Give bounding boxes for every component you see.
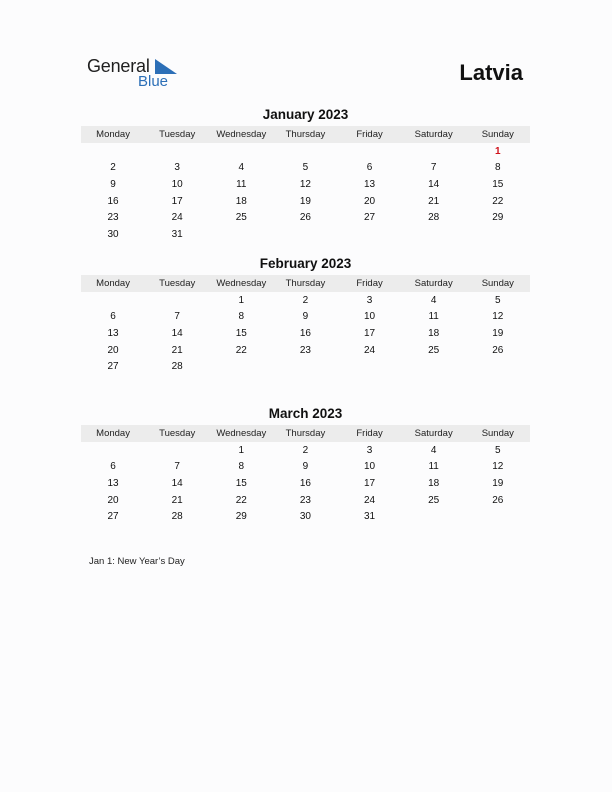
day-cell: 12: [299, 178, 311, 190]
week-row: [81, 358, 530, 375]
day-cell: 12: [492, 461, 504, 473]
day-cell: 5: [495, 444, 501, 456]
day-cell: 30: [299, 511, 311, 523]
week-row: [81, 176, 530, 193]
logo: [87, 56, 187, 92]
weekday-label: Sunday: [481, 278, 514, 289]
month-calendar-march: [81, 406, 530, 525]
holiday-note: Jan 1: New Year’s Day: [89, 556, 185, 567]
day-cell: 1: [238, 294, 245, 306]
day-cell: 14: [428, 178, 440, 190]
day-cell: 15: [235, 477, 247, 489]
week-row: [81, 143, 530, 160]
day-cell: 20: [107, 494, 119, 506]
week-row: [81, 209, 530, 226]
weekday-label: Thursday: [285, 278, 326, 289]
day-cell: 11: [428, 461, 439, 473]
day-cell: 4: [238, 162, 245, 174]
day-cell: 5: [302, 162, 309, 174]
holiday-notes: [89, 556, 185, 567]
weekday-label: Friday: [356, 129, 383, 140]
day-cell: 7: [174, 311, 180, 323]
day-cell: 22: [235, 494, 247, 506]
week-row: [81, 309, 530, 326]
day-cell: 31: [364, 511, 376, 523]
day-cell: 9: [302, 461, 309, 473]
logo-blue-text: Blue: [138, 73, 169, 90]
weekday-label: Sunday: [481, 428, 514, 439]
day-cell: 19: [299, 195, 311, 207]
day-cell: 15: [235, 327, 247, 339]
day-cell: 11: [236, 178, 247, 190]
week-row: [81, 442, 530, 459]
weekday-label: Tuesday: [159, 129, 196, 140]
day-cell: 3: [366, 444, 373, 456]
holiday-day-cell: 1: [495, 145, 501, 157]
weekday-label: Thursday: [285, 129, 326, 140]
day-cell: 8: [238, 461, 245, 473]
day-cell: 8: [495, 162, 501, 174]
week-row: [81, 508, 530, 525]
week-row: [81, 292, 530, 309]
weekday-label: Wednesday: [216, 428, 267, 439]
day-cell: 13: [107, 327, 119, 339]
day-cell: 29: [235, 511, 247, 523]
day-cell: 25: [235, 212, 247, 224]
day-cell: 4: [430, 294, 437, 306]
day-cell: 14: [171, 327, 183, 339]
day-cell: 28: [171, 511, 183, 523]
day-cell: 20: [107, 344, 119, 356]
week-row: [81, 342, 530, 359]
day-cell: 26: [492, 494, 504, 506]
day-cell: 18: [428, 327, 440, 339]
day-cell: 21: [428, 195, 440, 207]
day-cell: 17: [171, 195, 183, 207]
day-cell: 5: [495, 294, 501, 306]
day-cell: 2: [302, 294, 309, 306]
week-row: [81, 193, 530, 210]
day-cell: 10: [364, 461, 376, 473]
weekday-label: Wednesday: [216, 278, 267, 289]
day-cell: 3: [366, 294, 373, 306]
day-cell: 3: [174, 162, 180, 174]
day-cell: 11: [428, 311, 439, 323]
weekday-label: Wednesday: [216, 129, 267, 140]
weekday-header-row: [81, 275, 530, 292]
logo-general-text: General: [87, 56, 150, 76]
day-cell: 7: [174, 461, 180, 473]
weekday-header-row: [81, 425, 530, 442]
weekday-label: Saturday: [414, 278, 453, 289]
week-row: [81, 492, 530, 509]
day-cell: 24: [171, 212, 183, 224]
day-cell: 8: [238, 311, 245, 323]
day-cell: 19: [492, 477, 504, 489]
day-cell: 22: [235, 344, 247, 356]
day-cell: 14: [171, 477, 183, 489]
weekday-label: Tuesday: [159, 278, 196, 289]
month-title: March 2023: [268, 406, 343, 421]
day-cell: 26: [299, 212, 311, 224]
day-cell: 13: [107, 477, 119, 489]
day-cell: 23: [299, 344, 311, 356]
day-cell: 21: [171, 344, 183, 356]
day-cell: 23: [299, 494, 311, 506]
weekday-label: Monday: [96, 278, 130, 289]
day-cell: 10: [364, 311, 376, 323]
day-cell: 28: [428, 212, 440, 224]
weekday-label: Sunday: [481, 129, 514, 140]
day-cell: 18: [235, 195, 247, 207]
day-cell: 24: [364, 344, 376, 356]
day-cell: 15: [492, 178, 504, 190]
week-row: [81, 226, 530, 243]
month-calendar-february: [81, 256, 530, 375]
day-cell: 1: [238, 444, 245, 456]
week-row: [81, 475, 530, 492]
day-cell: 27: [107, 361, 119, 373]
day-cell: 23: [107, 212, 119, 224]
weekday-label: Tuesday: [159, 428, 196, 439]
day-cell: 25: [428, 344, 440, 356]
day-cell: 25: [428, 494, 440, 506]
weekday-label: Monday: [96, 129, 130, 140]
day-cell: 20: [364, 195, 376, 207]
day-cell: 4: [430, 444, 437, 456]
day-cell: 12: [492, 311, 504, 323]
day-cell: 6: [110, 311, 116, 323]
day-cell: 16: [107, 195, 119, 207]
country-title: Latvia: [459, 60, 523, 85]
day-cell: 18: [428, 477, 440, 489]
day-cell: 30: [107, 228, 119, 240]
day-cell: 26: [492, 344, 504, 356]
weekday-label: Saturday: [414, 129, 453, 140]
day-cell: 16: [299, 477, 311, 489]
day-cell: 2: [110, 162, 116, 174]
month-title: February 2023: [259, 256, 352, 271]
week-row: [81, 160, 530, 177]
day-cell: 27: [364, 212, 376, 224]
day-cell: 9: [302, 311, 309, 323]
day-cell: 31: [171, 228, 183, 240]
week-row: [81, 459, 530, 476]
day-cell: 10: [171, 178, 183, 190]
weekday-header-row: [81, 126, 530, 143]
weekday-label: Saturday: [414, 428, 453, 439]
day-cell: 21: [171, 494, 183, 506]
day-cell: 27: [107, 511, 119, 523]
month-title: January 2023: [262, 107, 349, 122]
day-cell: 17: [364, 327, 376, 339]
day-cell: 29: [492, 212, 504, 224]
day-cell: 28: [171, 361, 183, 373]
day-cell: 16: [299, 327, 311, 339]
week-row: [81, 325, 530, 342]
day-cell: 7: [430, 162, 437, 174]
day-cell: 6: [110, 461, 116, 473]
weekday-label: Friday: [356, 278, 383, 289]
weekday-label: Friday: [356, 428, 383, 439]
weekday-label: Monday: [96, 428, 130, 439]
month-calendar-january: [81, 107, 530, 243]
weekday-label: Thursday: [285, 428, 326, 439]
day-cell: 9: [110, 178, 116, 190]
day-cell: 17: [364, 477, 376, 489]
day-cell: 19: [492, 327, 504, 339]
day-cell: 6: [366, 162, 373, 174]
day-cell: 2: [302, 444, 309, 456]
day-cell: 13: [364, 178, 376, 190]
day-cell: 24: [364, 494, 376, 506]
day-cell: 22: [492, 195, 504, 207]
